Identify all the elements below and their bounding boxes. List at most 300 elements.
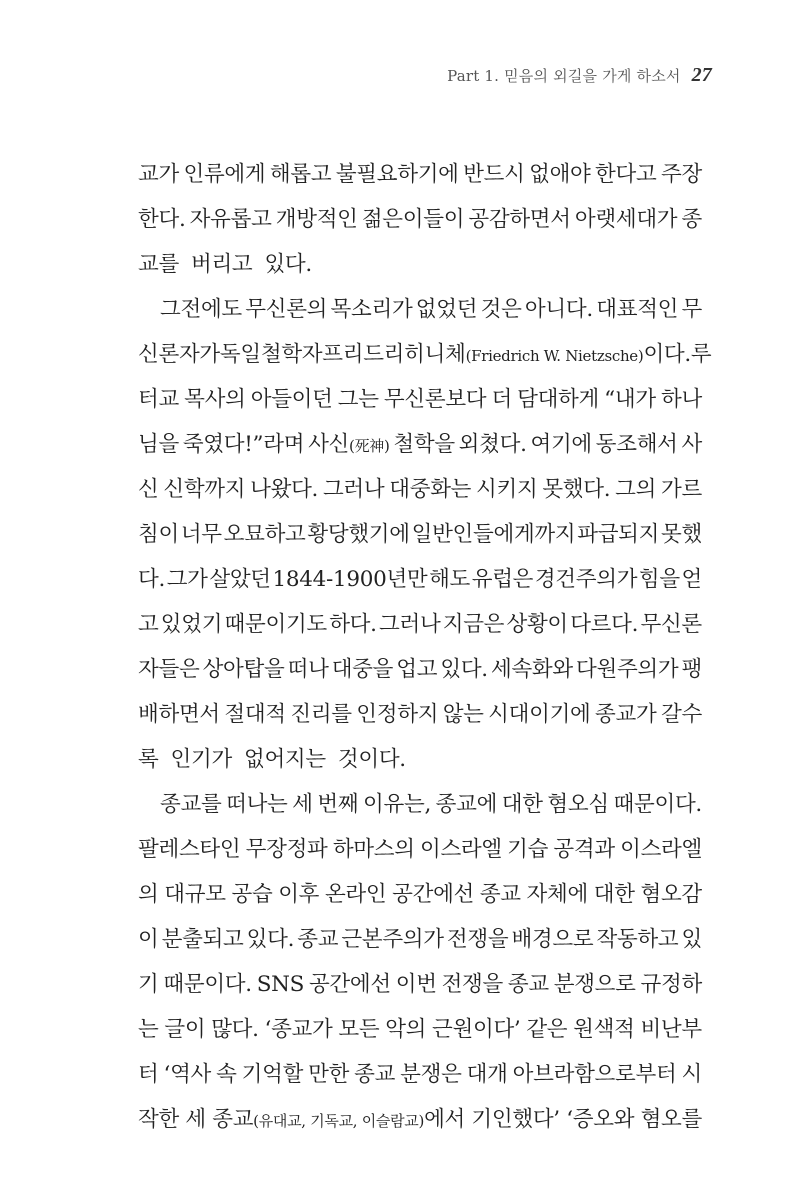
word-group	[681, 1052, 701, 1097]
word-group	[138, 557, 165, 602]
word-group	[491, 377, 511, 422]
running-title: Part 1. 믿음의 외길을 가게 하소서	[447, 67, 681, 85]
word-group	[525, 287, 593, 332]
word-group	[338, 737, 412, 782]
word: 때문이다.	[163, 972, 252, 997]
word-group	[481, 287, 522, 332]
word-group	[506, 602, 567, 647]
word-group	[362, 197, 464, 242]
word-group	[443, 602, 504, 647]
word-group	[682, 557, 702, 602]
word: 개방적인	[275, 207, 358, 232]
word-group	[183, 422, 304, 467]
word-group	[594, 872, 635, 917]
word: 인기가	[170, 747, 232, 772]
word-group	[138, 962, 158, 1007]
word: 있다.	[440, 657, 488, 682]
word: 상황이	[506, 612, 568, 637]
word: 근본주의가	[341, 927, 444, 952]
word-group	[641, 1097, 702, 1142]
word: 담대하게	[517, 387, 599, 412]
word-group	[488, 692, 590, 737]
word-group	[471, 1097, 559, 1142]
page-number: 27	[691, 64, 712, 86]
word: 번째	[317, 792, 359, 817]
word-group	[691, 332, 711, 377]
word-group	[400, 1052, 461, 1097]
text-line	[138, 737, 702, 782]
word: 다원주의가	[576, 657, 679, 682]
word-group	[138, 602, 158, 647]
word: 무신론의	[245, 297, 328, 322]
word-group	[297, 917, 338, 962]
word-group	[163, 467, 245, 512]
word-group	[595, 152, 656, 197]
word-group	[529, 152, 590, 197]
text-line	[138, 287, 702, 332]
word-group	[577, 512, 659, 557]
word: 종교가	[595, 702, 657, 727]
text-line	[138, 152, 702, 197]
word: 세	[292, 792, 313, 817]
word-group	[138, 1052, 158, 1097]
body-text	[138, 152, 712, 1142]
word-group	[138, 152, 179, 197]
word-group	[138, 917, 158, 962]
word: 원색적	[573, 1017, 635, 1042]
word: 교를	[138, 252, 179, 277]
word: 님을	[138, 432, 179, 457]
word-group	[138, 332, 220, 377]
word: 하다.	[329, 612, 377, 637]
word: 종교	[479, 882, 521, 907]
word-group	[138, 377, 179, 422]
word-group	[138, 872, 158, 917]
word: 속	[216, 1062, 237, 1087]
word: 이번	[395, 972, 437, 997]
word-group	[272, 557, 427, 602]
word: 여기에	[530, 432, 592, 457]
word-group	[392, 872, 474, 917]
word-group	[138, 197, 185, 242]
word-group	[517, 377, 599, 422]
word: 기	[138, 972, 159, 997]
word: 신학까지	[163, 477, 246, 502]
word-group	[682, 422, 702, 467]
word: 유럽은	[471, 567, 534, 592]
word-group	[596, 422, 678, 467]
word: (유대교, 기독교, 이슬람교)	[253, 1112, 425, 1130]
word-group	[338, 1007, 379, 1052]
word-group	[164, 1007, 205, 1052]
text-line	[138, 917, 702, 962]
word: 그는	[337, 387, 379, 412]
word-group	[317, 782, 358, 827]
word: (Friedrich W. Nietzsche)	[465, 347, 644, 365]
word: 이후	[278, 882, 320, 907]
text-line	[138, 377, 702, 422]
word: 한다.	[138, 207, 186, 232]
word: 1844-1900년만	[272, 567, 428, 592]
word: 것이다.	[337, 747, 406, 772]
word-group	[226, 782, 287, 827]
word: 배하면서	[138, 702, 220, 727]
word: 것은	[480, 297, 522, 322]
word: 종	[681, 207, 702, 232]
text-line	[138, 197, 702, 242]
word: 목소리가	[330, 297, 413, 322]
word: 시대이기에	[488, 702, 591, 727]
word: 다.	[138, 567, 166, 592]
running-header	[447, 64, 712, 87]
word-group	[442, 962, 503, 1007]
word: 없었던	[415, 297, 478, 322]
word-group	[184, 377, 245, 422]
text-line	[138, 512, 702, 557]
word-group	[640, 602, 701, 647]
text-line	[138, 1097, 702, 1142]
word: 상아탑을	[202, 657, 285, 682]
word-group	[251, 377, 333, 422]
word: 공간에선	[308, 972, 391, 997]
word-group	[225, 602, 327, 647]
word: ‘종교가	[264, 1017, 333, 1042]
word-group	[160, 782, 221, 827]
word-group	[191, 242, 258, 287]
word: 버리고	[190, 252, 253, 277]
word: 그가	[166, 567, 208, 592]
word-group	[329, 602, 376, 647]
word: 이유는,	[363, 792, 431, 817]
word: 비난부	[640, 1017, 702, 1042]
word-group	[245, 287, 327, 332]
word: 대개	[466, 1062, 508, 1087]
word-group	[661, 152, 702, 197]
word: 아들이던	[250, 387, 333, 412]
word: 기인했다’	[471, 1107, 560, 1132]
word: 그러나	[322, 477, 385, 502]
word-group	[553, 827, 614, 872]
word: 만한	[308, 1062, 350, 1087]
word-group	[160, 287, 242, 332]
word: ‘역사	[163, 1062, 212, 1087]
word: 절대적	[224, 702, 286, 727]
word: 못했다.	[542, 477, 611, 502]
word-group	[480, 872, 521, 917]
word: 대표적인	[596, 297, 679, 322]
word-group	[547, 782, 608, 827]
word-group	[641, 962, 702, 1007]
word-group	[615, 467, 656, 512]
word: 불필요하기에	[335, 162, 459, 187]
text-line	[138, 692, 702, 737]
word-group	[190, 197, 272, 242]
word: 인정하지	[356, 702, 439, 727]
word-group	[164, 872, 225, 917]
text-line	[138, 242, 702, 287]
word: 는	[138, 1017, 159, 1042]
word-group	[216, 1052, 236, 1097]
word-group	[331, 287, 413, 332]
word: 종교	[297, 927, 339, 952]
word-group	[513, 1052, 677, 1097]
word-group	[640, 1007, 701, 1052]
word: 분쟁으로	[553, 972, 636, 997]
word: 무신론	[640, 612, 702, 637]
word: 무장정파	[245, 837, 328, 862]
word-group	[640, 872, 701, 917]
word-group	[614, 782, 702, 827]
word-group	[396, 962, 437, 1007]
word-group	[459, 422, 527, 467]
word-group	[338, 377, 379, 422]
word-group	[596, 917, 678, 962]
word: 공습	[231, 882, 273, 907]
word-group	[138, 1007, 158, 1052]
text-line	[138, 332, 712, 377]
word: 규정하	[640, 972, 702, 997]
word: 세속화와	[490, 657, 573, 682]
word: 기억할	[241, 1062, 304, 1087]
word: 침이	[138, 522, 179, 547]
word: 고	[138, 612, 159, 637]
word: 얻	[681, 567, 702, 592]
word-group	[472, 557, 533, 602]
text-line	[138, 647, 702, 692]
word-group	[447, 917, 508, 962]
word: 배경으로	[511, 927, 594, 952]
word: 인류에게	[183, 162, 266, 187]
word: 공감하면서	[468, 207, 571, 232]
word-group	[185, 1097, 205, 1142]
word-group	[542, 467, 610, 512]
word: 시	[681, 1062, 702, 1087]
word: 대중을	[331, 657, 394, 682]
word: 하마스의	[332, 837, 415, 862]
word-group	[288, 647, 329, 692]
word: 신	[138, 477, 159, 502]
word-group	[167, 557, 208, 602]
word-group	[429, 557, 470, 602]
word: 작동하고	[596, 927, 679, 952]
word: 한다고	[595, 162, 657, 187]
word: 전쟁을	[441, 972, 503, 997]
word: 이스라엘	[620, 837, 702, 862]
word-group	[341, 917, 443, 962]
word: 혐오감	[640, 882, 702, 907]
word: 갈수	[660, 702, 702, 727]
word: 종교	[212, 1107, 254, 1132]
word-group	[250, 467, 318, 512]
word: 반드시	[463, 162, 525, 187]
word-group	[416, 287, 477, 332]
word: 혐오를	[640, 1107, 702, 1132]
word-group	[576, 647, 678, 692]
word: 공격과	[553, 837, 615, 862]
word-group	[530, 422, 591, 467]
text-line	[138, 827, 702, 872]
word: 종교에	[435, 792, 498, 817]
text-line	[138, 557, 702, 602]
word: 전쟁을	[446, 927, 509, 952]
word: 아랫세대가	[574, 207, 678, 232]
word: 오묘하고	[223, 522, 306, 547]
word-group	[308, 1052, 349, 1097]
word-group	[307, 512, 409, 557]
word: 그전에도	[160, 297, 242, 322]
text-line	[138, 872, 702, 917]
word-group	[138, 422, 179, 467]
word: 온라인	[324, 882, 387, 907]
word: 경건주의가	[534, 567, 638, 592]
word: ‘증오와	[566, 1107, 635, 1132]
word-group	[354, 1052, 395, 1097]
word-group	[292, 782, 312, 827]
word: 다르다.	[570, 612, 639, 637]
word-group	[604, 377, 656, 422]
text-line	[138, 962, 702, 1007]
word-group	[511, 917, 593, 962]
text-line	[138, 422, 702, 467]
word-group	[379, 602, 440, 647]
word-group	[265, 1007, 333, 1052]
word: 없어지는	[243, 747, 326, 772]
word-group	[682, 917, 702, 962]
word-group	[425, 332, 691, 377]
word: 해롭고	[269, 162, 332, 187]
word: 악의	[385, 1017, 427, 1042]
word-group	[332, 647, 393, 692]
word: 대한	[501, 792, 543, 817]
word-group	[183, 152, 265, 197]
word: 그러나	[379, 612, 441, 637]
word-group	[573, 1007, 634, 1052]
word-group	[322, 332, 424, 377]
word: 에서	[424, 1107, 466, 1132]
word: 대한	[593, 882, 635, 907]
word: 록	[138, 747, 159, 772]
word-group	[276, 197, 358, 242]
word: 시키지	[476, 477, 538, 502]
word-group	[682, 287, 702, 332]
word: 터교	[138, 387, 179, 412]
word: 철학자	[260, 342, 323, 367]
word: 때문이기도	[224, 612, 327, 637]
word-group	[440, 647, 487, 692]
word-group	[682, 647, 702, 692]
word: 황당했기에	[307, 522, 410, 547]
word: 더	[491, 387, 512, 412]
word-group	[309, 962, 391, 1007]
word: 해도	[429, 567, 471, 592]
word-group	[436, 782, 497, 827]
word-group	[224, 512, 306, 557]
word-group	[502, 782, 543, 827]
word: 세	[185, 1107, 206, 1132]
word-group	[393, 422, 454, 467]
word: 분쟁은	[400, 1062, 462, 1087]
word: 교가	[138, 162, 179, 187]
word: 없애야	[529, 162, 591, 187]
word: 독일	[219, 342, 261, 367]
word: 사	[681, 432, 702, 457]
word: 이	[138, 927, 159, 952]
word-group	[270, 152, 331, 197]
word: 일반인들에게까지	[411, 522, 576, 547]
word: 아니다.	[524, 297, 593, 322]
word: (死神)	[349, 437, 390, 455]
text-line	[138, 1052, 702, 1097]
word: 너무	[180, 522, 222, 547]
word-group	[596, 287, 678, 332]
word: 글이	[164, 1017, 206, 1042]
word-group	[242, 1052, 303, 1097]
word-group	[203, 647, 285, 692]
word: 사신	[308, 432, 350, 457]
word-group	[639, 557, 680, 602]
word-group	[278, 872, 319, 917]
word: 있었기	[160, 612, 223, 637]
word-group	[385, 1007, 426, 1052]
word: 외쳤다.	[458, 432, 527, 457]
word-group	[389, 467, 471, 512]
word: 있	[681, 927, 702, 952]
word-group	[138, 692, 220, 737]
word-group	[333, 827, 415, 872]
word-group	[138, 647, 199, 692]
word-group	[412, 512, 576, 557]
word: 있다.	[246, 927, 295, 952]
word-group	[570, 602, 638, 647]
word: 모든	[338, 1017, 380, 1042]
word-group	[138, 467, 158, 512]
word-group	[476, 467, 537, 512]
word: 떠나	[287, 657, 329, 682]
word: 아브라함으로부터	[512, 1062, 677, 1087]
word-group	[681, 197, 701, 242]
word: 하나	[660, 387, 702, 412]
word: 대규모	[164, 882, 226, 907]
word-group	[468, 197, 570, 242]
word: 때문이다.	[613, 792, 702, 817]
word: 살았던	[209, 567, 271, 592]
word: 파급되지	[577, 522, 660, 547]
word-group	[661, 512, 702, 557]
word-group	[246, 827, 328, 872]
word: 동조해서	[595, 432, 678, 457]
word-group	[467, 1052, 508, 1097]
word-group	[181, 512, 222, 557]
word: 공간에선	[392, 882, 475, 907]
word: 업고	[396, 657, 438, 682]
word-group	[247, 917, 294, 962]
word: 프리드리히	[322, 342, 425, 367]
text-line	[138, 1007, 702, 1052]
word: 떠나는	[226, 792, 288, 817]
word-group	[507, 827, 548, 872]
word-group	[164, 1052, 211, 1097]
word: 힘을	[638, 567, 680, 592]
word: 팽	[681, 657, 702, 682]
word-group	[171, 737, 238, 782]
word: 지금은	[442, 612, 505, 637]
word-group	[535, 557, 637, 602]
word: 이다.	[643, 342, 691, 367]
word-group	[491, 647, 573, 692]
word: 종교를	[160, 792, 222, 817]
word: 진리를	[290, 702, 352, 727]
word-group	[508, 962, 549, 1007]
